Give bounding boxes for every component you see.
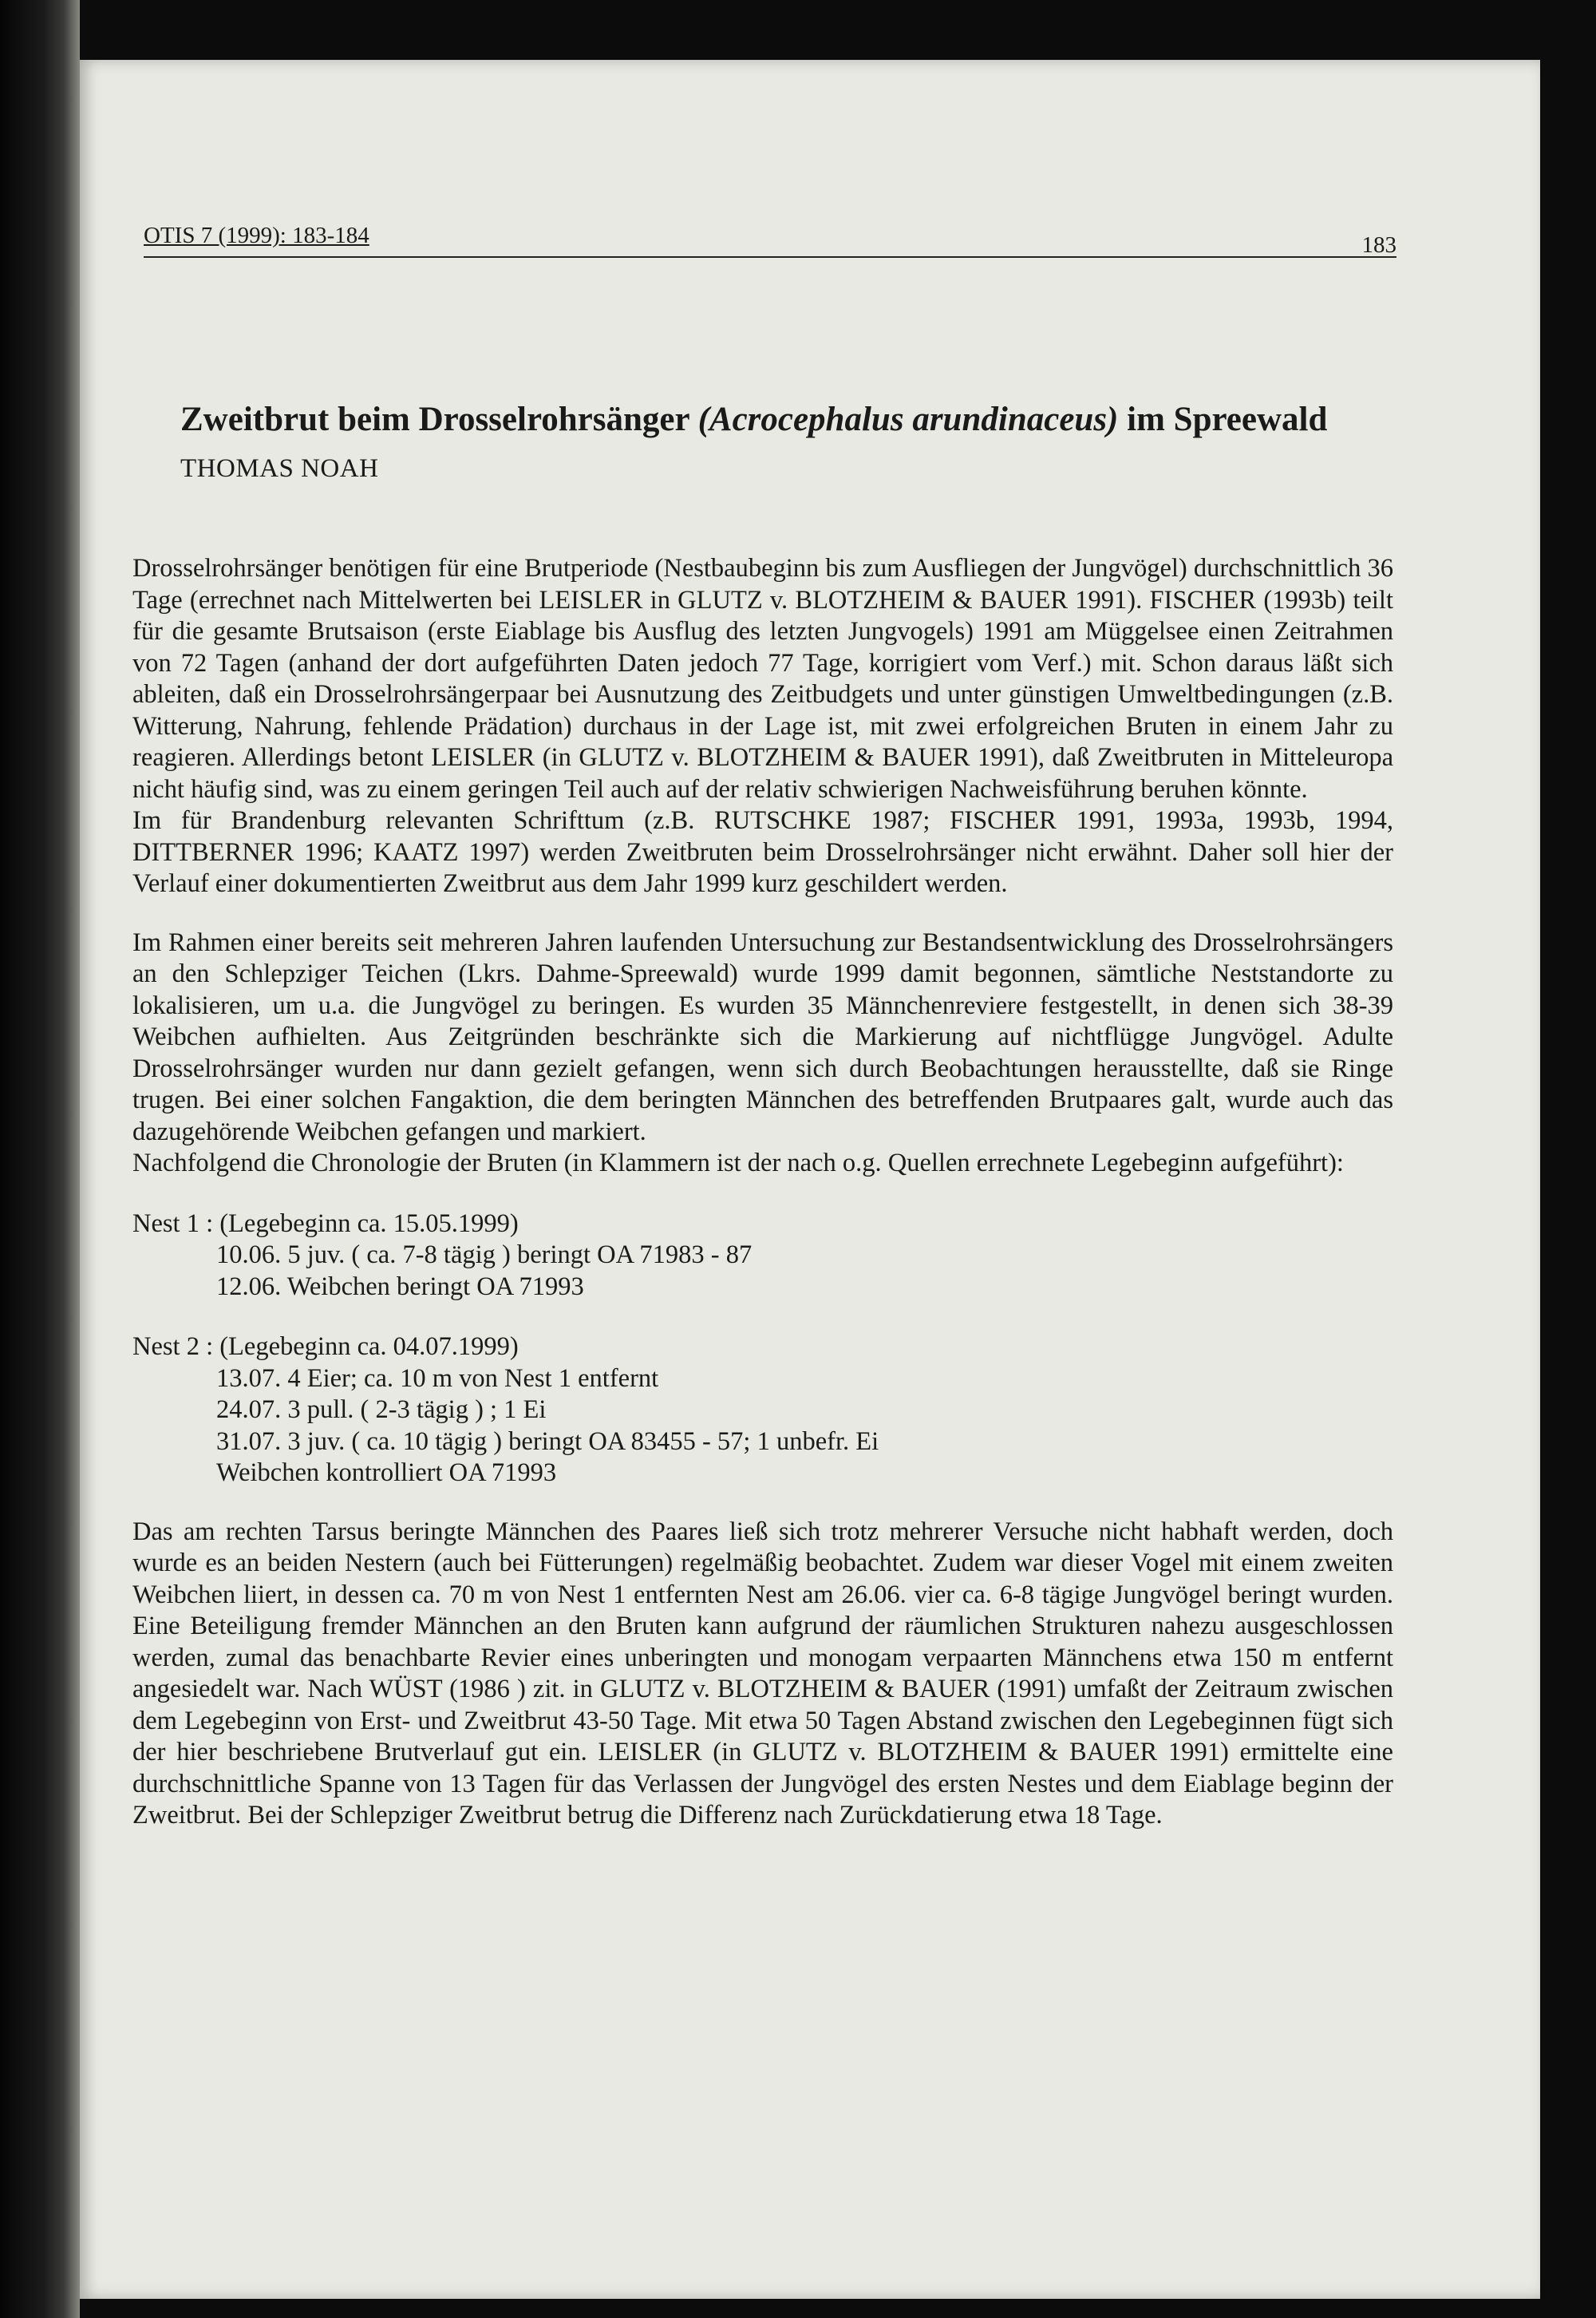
nest-2-entry-1: 13.07. 4 Eier; ca. 10 m von Nest 1 entfernt — [216, 1363, 659, 1393]
nest-2-entry-3: 31.07. 3 juv. ( ca. 10 tägig ) beringt OA 83455 - 57; 1 unbefr. Ei — [216, 1426, 879, 1456]
nest-2-label: Nest 2 : (Legebeginn ca. 04.07.1999) — [132, 1332, 519, 1361]
paragraph-3: Im Rahmen einer bereits seit mehreren Jahren laufenden Untersuchung zur Bestandsentwicklung des Drosselrohrsängers an den Schlepziger Teichen (Lkrs. Dahme-Spreewald) wurde 1999 damit begonnen, sämtliche Neststandorte zu lokalisieren, um u.a. die Jungvögel zu beringen. Es wurden 35 Männchenreviere festgestellt, in denen sich 38-39 Weibchen aufhielten. Aus Zeitgründen beschränkte sich die Markierung auf nichtflügge Jungvögel. Adulte Drosselrohrsänger wurden nur dann gezielt gefangen, wenn sich durch Beobachtungen herausstellte, daß sie Ringe trugen. Bei einer solchen Fangaktion, die dem beringten Männchen des betreffenden Brutpaares galt, wurde auch das dazugehörende Weibchen gefangen und markiert. — [132, 928, 1393, 1146]
nest-2-entry-4: Weibchen kontrolliert OA 71993 — [216, 1458, 557, 1487]
nest-1-label: Nest 1 : (Legebeginn ca. 15.05.1999) — [132, 1208, 519, 1238]
paragraph-1: Drosselrohrsänger benötigen für eine Brutperiode (Nestbaubeginn bis zum Ausfliegen der Jungvögel) durchschnittlich 36 Tage (errechnet nach Mittelwerten bei LEISLER in GLUTZ v. BLOTZHEIM & BAUER 1991). FISCHER (1993b) teilt für die gesamte Brutsaison (erste Eiablage bis Ausflug des letzten Jungvogels) 1991 am Müggelsee einen Zeitrahmen von 72 Tagen (anhand der dort aufgeführten Daten jedoch 77 Tage, korrigiert vom Verf.) mit. Schon daraus läßt sich ableiten, daß ein Drosselrohrsängerpaar bei Ausnutzung des Zeitbudgets und unter günstigen Umweltbedingungen (z.B. Witterung, Nahrung, fehlende Prädation) durchaus in der Lage ist, mit zwei erfolgreichen Bruten in einem Jahr zu reagieren. Allerdings betont LEISLER (in GLUTZ v. BLOTZHEIM & BAUER 1991), daß Zweitbruten in Mitteleuropa nicht häufig sind, was zu einem geringen Teil auch auf der relativ schwierigen Nachweisführung beruhen könnte. — [132, 554, 1393, 804]
title-prefix: Zweitbrut beim Drosselrohrsänger — [180, 401, 698, 438]
book-spine-shadow — [0, 0, 80, 2318]
journal-reference: OTIS 7 (1999): 183-184 — [144, 223, 369, 248]
article-body — [132, 553, 1393, 1832]
nest-2-entry-2: 24.07. 3 pull. ( 2-3 tägig ) ; 1 Ei — [216, 1395, 547, 1424]
article-title — [180, 400, 1425, 439]
nest-1-record — [132, 1208, 1393, 1303]
nest-2-record — [132, 1331, 1393, 1489]
title-suffix: im Spreewald — [1118, 401, 1328, 438]
paragraph-2: Im für Brandenburg relevanten Schrifttum (z.B. RUTSCHKE 1987; FISCHER 1991, 1993a, 1993b, 1994, DITTBERNER 1996; KAATZ 1997) werden Zweitbruten beim Drosselrohrsänger nicht erwähnt. Daher soll hier der Verlauf einer dokumentierten Zweitbrut aus dem Jahr 1999 kurz geschildert werden. — [132, 806, 1393, 898]
running-header — [144, 212, 1396, 258]
journal-page — [80, 60, 1540, 2299]
title-latin-name: (Acrocephalus arundinaceus) — [697, 401, 1119, 438]
article-author: THOMAS NOAH — [180, 454, 379, 483]
paragraph-4: Nachfolgend die Chronologie der Bruten (in Klammern ist der nach o.g. Quellen errechnete Legebeginn aufgeführt): — [132, 1149, 1344, 1177]
nest-1-entry-2: 12.06. Weibchen beringt OA 71993 — [216, 1272, 584, 1301]
page-number: 183 — [1361, 232, 1396, 258]
paragraph-final: Das am rechten Tarsus beringte Männchen des Paares ließ sich trotz mehrerer Versuche nicht habhaft werden, doch wurde es an beiden Nestern (auch bei Fütterungen) regelmäßig beobachtet. Zudem war dieser Vogel mit einem zweiten Weibchen liiert, in dessen ca. 70 m von Nest 1 entfernten Nest am 26.06. vier ca. 6-8 tägige Jungvögel beringt wurden. Eine Beteiligung fremder Männchen an den Bruten kann aufgrund der räumlichen Strukturen nahezu ausgeschlossen werden, zumal das benachbarte Revier eines unberingten und monogam verpaarten Männchens etwa 150 m entfernt angesiedelt war. Nach WÜST (1986 ) zit. in GLUTZ v. BLOTZHEIM & BAUER (1991) umfaßt der Zeitraum zwischen dem Legebeginn von Erst- und Zweitbrut 43-50 Tage. Mit etwa 50 Tagen Abstand zwischen den Legebeginnen fügt sich der hier beschriebene Brutverlauf gut ein. LEISLER (in GLUTZ v. BLOTZHEIM & BAUER 1991) ermittelte eine durchschnittliche Spanne von 13 Tagen für das Verlassen der Jungvögel des ersten Nestes und dem Eiablage beginn der Zweitbrut. Bei der Schlepziger Zweitbrut betrug die Differenz nach Zurückdatierung etwa 18 Tage. — [132, 1517, 1393, 1829]
nest-1-entry-1: 10.06. 5 juv. ( ca. 7-8 tägig ) beringt OA 71983 - 87 — [216, 1240, 753, 1269]
